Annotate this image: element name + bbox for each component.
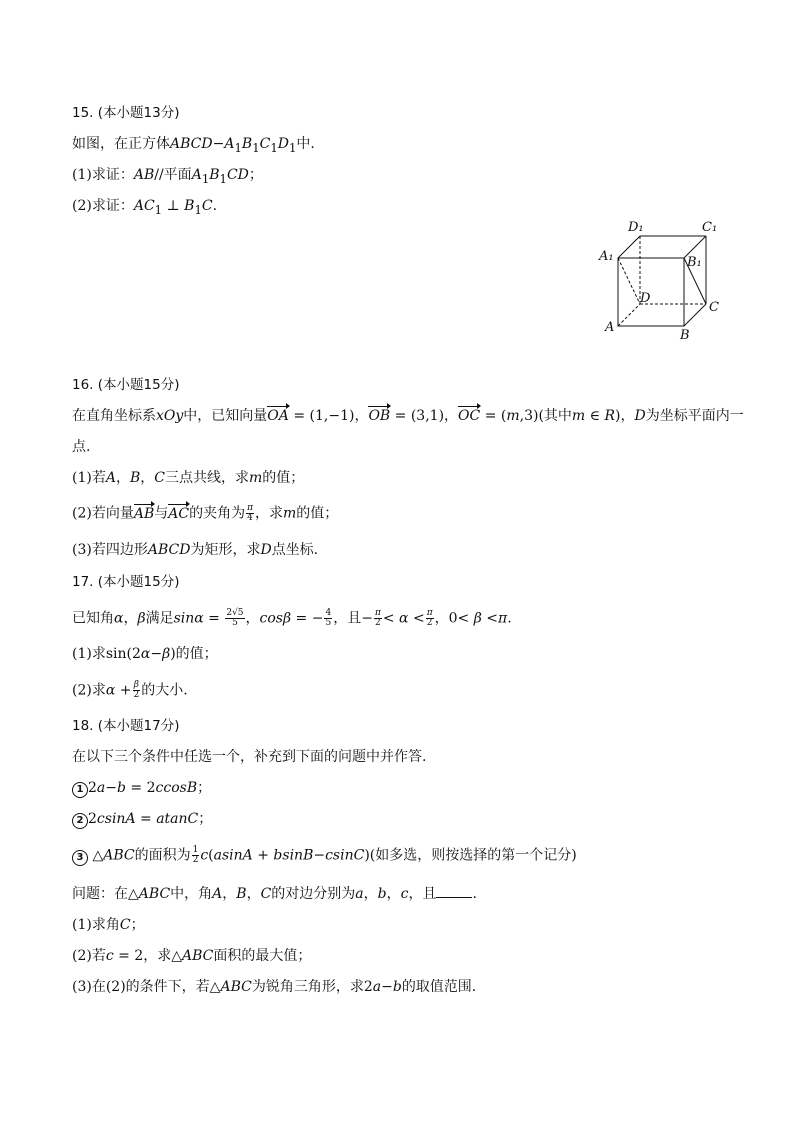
q17-part-2: (2)求α + $\frac{\beta}{2}$ 的大小. bbox=[72, 680, 188, 700]
q16-part-3: (3)若四边形ABCD为矩形，求D点坐标. bbox=[72, 542, 319, 558]
label-C: C bbox=[709, 300, 719, 315]
label-B1: B₁ bbox=[687, 255, 702, 270]
q18-part-2: (2)若c = 2，求△ABC面积的最大值； bbox=[72, 948, 312, 964]
q18-condition-2: 2 2csinA = atanC； bbox=[72, 810, 212, 829]
q18-part-1: (1)求角C； bbox=[72, 917, 145, 933]
q18-question: 问题：在△ABC中，角A，B，C的对边分别为a，b，c，且 . bbox=[72, 886, 477, 902]
q15-part-1: (1)求证：AB//平面$A_1B_1CD$； bbox=[72, 167, 263, 186]
q18-header: 18. (本小题17分) bbox=[72, 718, 180, 734]
q18-part-3: (3)在(2)的条件下，若△ABC为锐角三角形，求2a−b的取值范围. bbox=[72, 979, 477, 995]
q17-header: 17. (本小题15分) bbox=[72, 574, 180, 590]
label-C1: C₁ bbox=[702, 220, 718, 235]
q15-stem: 如图，在正方体$ABCD-A_1B_1C_1D_1$中. bbox=[72, 136, 315, 155]
label-D: D bbox=[640, 291, 651, 306]
q17-stem: 已知角α，β满足sinα = $\frac{2√5}{5}$ ，cosβ = − $\frac{4}{5}$ ，且− $\frac{\pi}{2}$ < α < $\frac{\pi}{2}$ ，0< β <π. bbox=[72, 608, 512, 628]
label-A: A bbox=[605, 320, 615, 335]
label-D1: D₁ bbox=[628, 220, 644, 235]
cube-figure bbox=[596, 216, 726, 346]
answer-blank bbox=[436, 885, 472, 898]
q17-part-1: (1)求sin(2α−β)的值； bbox=[72, 646, 218, 662]
q16-part-2: (2)若向量AB与AC的夹角为 $\frac{\pi}{4}$ ，求m的值； bbox=[72, 503, 339, 523]
label-A1: A₁ bbox=[599, 249, 614, 264]
q15-header: 15. (本小题13分) bbox=[72, 105, 180, 121]
q16-stem-line2: 点. bbox=[72, 439, 91, 455]
q18-condition-3: 3 △ABC的面积为 $\frac{1}{2}$ c(asinA + bsinB−csinC)(如多选，则按选择的第一个记分) bbox=[72, 846, 577, 866]
q16-part-1: (1)若A，B，C三点共线，求m的值； bbox=[72, 470, 305, 486]
q15-part-2: (2)求证：$AC_1$ ⊥ $B_1C$. bbox=[72, 198, 218, 217]
q16-stem: 在直角坐标系xOy中，已知向量OA = (1,−1)，OB = (3,1)，OC = (m,3)(其中m ∈ R)，D为坐标平面内一 bbox=[72, 408, 744, 424]
label-B: B bbox=[680, 328, 690, 343]
q16-header: 16. (本小题15分) bbox=[72, 377, 180, 393]
q18-condition-1: 1 2a−b = 2ccosB； bbox=[72, 779, 211, 798]
q18-intro: 在以下三个条件中任选一个，补充到下面的问题中并作答. bbox=[72, 749, 427, 765]
